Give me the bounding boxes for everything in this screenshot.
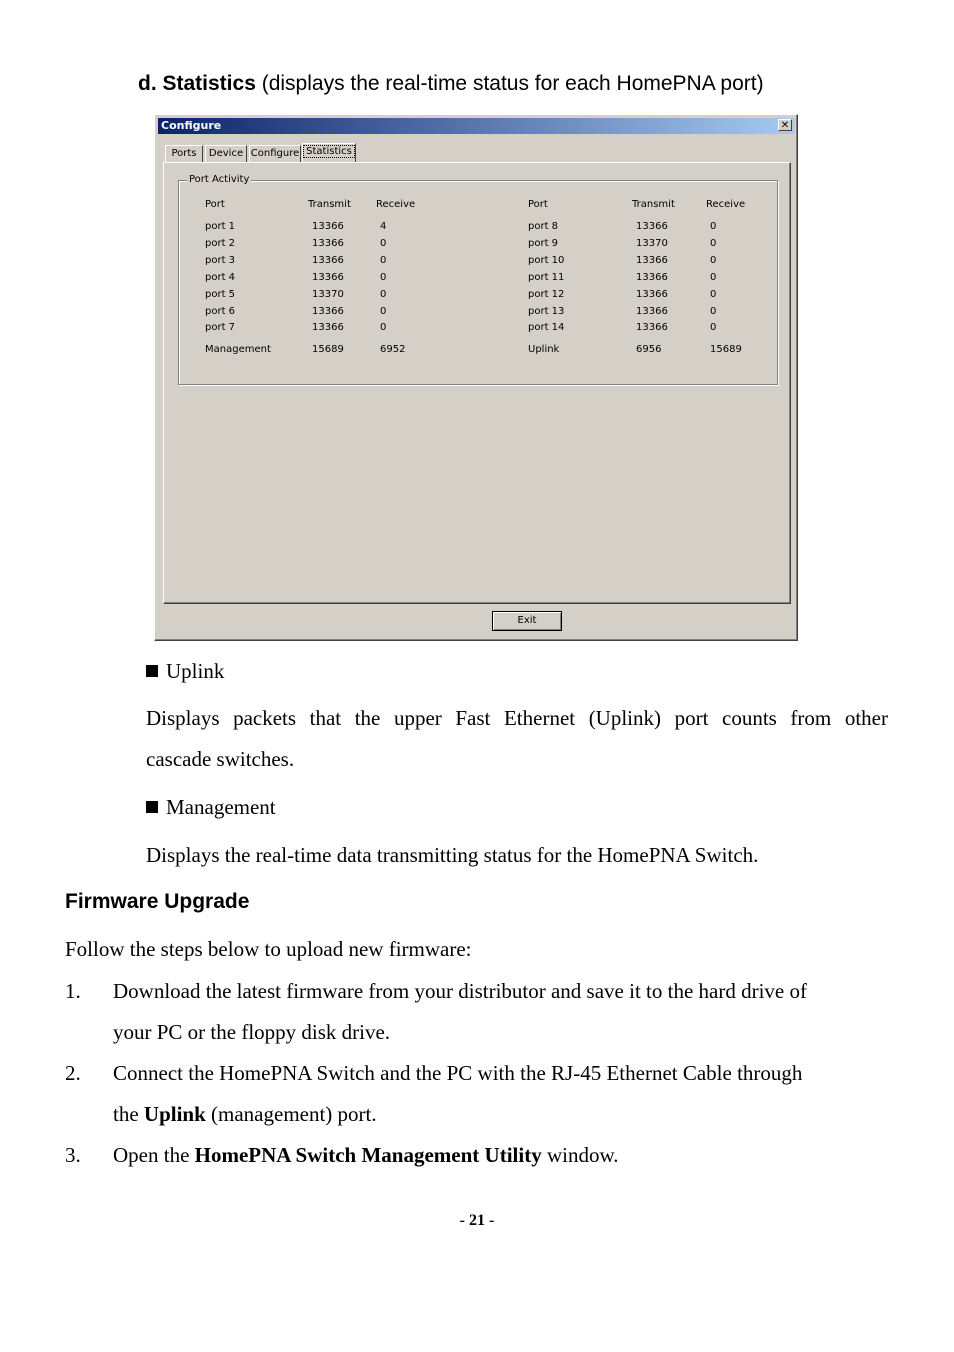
row-port: port 6 (205, 306, 236, 317)
header-receive-right: Receive (706, 199, 746, 210)
close-icon[interactable]: ✕ (778, 119, 792, 131)
step-2-text-c: (management) port. (205, 1102, 377, 1126)
tab-statistics-label: Statistics (303, 145, 355, 158)
management-bullet (146, 795, 276, 820)
row-port: port 9 (528, 238, 559, 249)
heading-rest: (displays the real-time status for each HomePNA port) (255, 72, 764, 95)
row-port: port 4 (205, 272, 236, 283)
row-receive: 0 (710, 255, 717, 266)
row-receive: 0 (710, 306, 717, 317)
row-transmit: 13366 (636, 289, 668, 300)
statistics-panel (163, 162, 791, 604)
configure-dialog (154, 114, 798, 641)
row-port: port 1 (205, 221, 236, 232)
row-receive: 4 (380, 221, 387, 232)
row-transmit: 13366 (636, 255, 668, 266)
row-transmit: 15689 (312, 344, 344, 355)
step-2-line1: Connect the HomePNA Switch and the PC with the RJ-45 Ethernet Cable through (113, 1061, 803, 1085)
section-heading (138, 72, 764, 96)
management-desc: Displays the real-time data transmitting status for the HomePNA Switch. (146, 843, 759, 867)
step-2-line2 (113, 1102, 377, 1127)
row-transmit: 6956 (636, 344, 662, 355)
firmware-heading: Firmware Upgrade (65, 890, 250, 913)
step-3-line1 (113, 1143, 619, 1168)
exit-button[interactable]: Exit (492, 611, 562, 631)
step-number: 3. (65, 1143, 81, 1167)
management-title: Management (166, 795, 276, 819)
row-receive: 0 (380, 322, 387, 333)
step-3-text-a: Open the (113, 1143, 195, 1167)
step-number: 2. (65, 1061, 81, 1085)
tab-device[interactable]: Device (205, 145, 247, 162)
step-1-line1: Download the latest firmware from your distributor and save it to the hard drive of (113, 979, 807, 1003)
row-receive: 15689 (710, 344, 742, 355)
row-transmit: 13366 (312, 322, 344, 333)
row-transmit: 13366 (312, 238, 344, 249)
tab-configure[interactable]: Configure (249, 145, 301, 162)
row-transmit: 13370 (636, 238, 668, 249)
row-port: Uplink (528, 344, 560, 355)
row-port: port 11 (528, 272, 565, 283)
page-number: - 21 - (459, 1212, 495, 1229)
port-activity-group (178, 174, 778, 385)
step-2-uplink: Uplink (143, 1102, 206, 1126)
step-1-line2: your PC or the floppy disk drive. (113, 1020, 391, 1044)
uplink-bullet (146, 659, 224, 684)
row-port: port 14 (528, 322, 565, 333)
header-transmit-left: Transmit (308, 199, 351, 210)
square-bullet-icon (146, 801, 158, 813)
header-receive-left: Receive (376, 199, 416, 210)
step-number: 1. (65, 979, 81, 1003)
row-receive: 0 (380, 272, 387, 283)
row-transmit: 13366 (312, 272, 344, 283)
firmware-intro: Follow the steps below to upload new firmware: (65, 937, 472, 961)
row-port: port 8 (528, 221, 559, 232)
step-3-utility: HomePNA Switch Management Utility (194, 1143, 542, 1167)
row-receive: 0 (380, 255, 387, 266)
uplink-desc-line2: cascade switches. (146, 747, 295, 771)
square-bullet-icon (146, 665, 158, 677)
uplink-desc-line1: Displays packets that the upper Fast Ethernet (Uplink) port counts from other (146, 706, 888, 730)
tab-statistics[interactable] (302, 143, 356, 163)
row-transmit: 13366 (312, 255, 344, 266)
row-port: port 10 (528, 255, 565, 266)
row-port: port 13 (528, 306, 565, 317)
row-port: port 3 (205, 255, 236, 266)
row-receive: 0 (380, 289, 387, 300)
row-receive: 0 (710, 289, 717, 300)
tab-ports[interactable]: Ports (165, 145, 203, 162)
row-port: port 7 (205, 322, 236, 333)
header-port-left: Port (205, 199, 225, 210)
row-transmit: 13370 (312, 289, 344, 300)
row-receive: 0 (380, 238, 387, 249)
heading-bold: d. Statistics (138, 72, 256, 95)
row-transmit: 13366 (636, 306, 668, 317)
step-2-text-a: the (113, 1102, 144, 1126)
row-transmit: 13366 (636, 221, 668, 232)
row-receive: 6952 (380, 344, 406, 355)
row-port: port 5 (205, 289, 236, 300)
dialog-titlebar (158, 118, 794, 134)
dialog-title: Configure (161, 119, 222, 132)
row-port: port 12 (528, 289, 565, 300)
row-receive: 0 (710, 322, 717, 333)
row-transmit: 13366 (312, 306, 344, 317)
row-port: port 2 (205, 238, 236, 249)
header-transmit-right: Transmit (632, 199, 675, 210)
header-port-right: Port (528, 199, 548, 210)
row-receive: 0 (710, 272, 717, 283)
uplink-title: Uplink (166, 659, 225, 683)
row-transmit: 13366 (312, 221, 344, 232)
row-receive: 0 (710, 238, 717, 249)
row-transmit: 13366 (636, 322, 668, 333)
row-port: Management (205, 344, 271, 355)
row-receive: 0 (380, 306, 387, 317)
step-3-text-c: window. (541, 1143, 619, 1167)
group-label: Port Activity (189, 174, 250, 185)
row-transmit: 13366 (636, 272, 668, 283)
row-receive: 0 (710, 221, 717, 232)
